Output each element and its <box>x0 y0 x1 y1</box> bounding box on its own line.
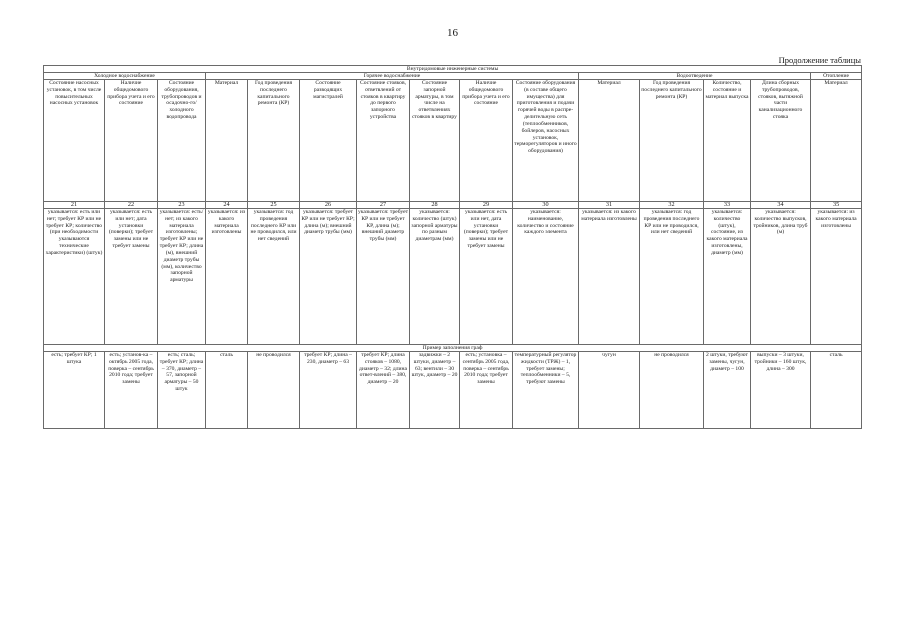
column-header: Наличие общедомового прибора учета и его состояние <box>460 80 513 202</box>
column-number: 28 <box>410 202 460 209</box>
column-description: указывается: наименование, количество и состояние каждого элемента <box>513 209 579 345</box>
column-number: 32 <box>640 202 704 209</box>
column-number: 29 <box>460 202 513 209</box>
column-header: Материал <box>811 80 862 202</box>
group-drainage: Водоотведение <box>579 73 811 80</box>
sample-value: сталь <box>811 352 862 429</box>
column-number: 31 <box>579 202 640 209</box>
sample-value: не проводился <box>640 352 704 429</box>
column-number: 21 <box>44 202 105 209</box>
column-number: 22 <box>105 202 158 209</box>
column-header: Состояние оборудования (в составе общего имущества) для приготовления и подачи горячей воды в распре-делительную сеть (теплообменников, бойлеров, насосных установок, терморегуляторов и иного оборудования) <box>513 80 579 202</box>
sample-value: требует КР; длина стояков – 1080, диаметр – 32; длина ответ-влений – 380, диаметр – 20 <box>357 352 410 429</box>
column-description: указывается: требует КР или не требует КР, длина (м); внешний диаметр трубы (мм) <box>357 209 410 345</box>
sample-value: температурный регулятор жидкости (ТРЖ) – 1, требует замены; теплообменники – 5, требуют замены <box>513 352 579 429</box>
column-header: Наличие общедомового прибора учета и его состояние <box>105 80 158 202</box>
column-number: 30 <box>513 202 579 209</box>
sample-value: есть; сталь; требует КР; длина – 370, диаметр – 57, запорной арматуры – 50 штук <box>158 352 206 429</box>
continuation-label: Продолжение таблицы <box>778 55 861 65</box>
column-header: Год проведения последнего капитального ремонта (КР) <box>248 80 300 202</box>
column-number: 27 <box>357 202 410 209</box>
column-description: указывается: есть или нет; требует КР или не требует КР; количество (при необходимости указываются технические характеристики) (штук) <box>44 209 105 345</box>
sample-value: есть; установ-ка – октябрь 2005 года, поверка – сентябрь 2010 года; требует замены <box>105 352 158 429</box>
engineering-systems-table <box>43 65 862 429</box>
column-description: указывается: есть или нет, дата установки (поверки); требует замены или не требует замены <box>460 209 513 345</box>
column-description: указывается: есть или нет; дата установки (поверки); требует замены или не требует замены <box>105 209 158 345</box>
page-number: 16 <box>447 27 458 39</box>
sample-value: выпуски – 3 штуки, тройники – 160 штук, длина – 300 <box>751 352 811 429</box>
sample-value: 2 штуки, требуют замены, чугун, диаметр – 100 <box>704 352 751 429</box>
sample-value: задвижки – 2 штуки, диаметр – 63; вентили – 30 штук, диаметр – 20 <box>410 352 460 429</box>
column-number: 24 <box>206 202 248 209</box>
column-header: Материал <box>579 80 640 202</box>
sample-value: не проводился <box>248 352 300 429</box>
column-number: 23 <box>158 202 206 209</box>
column-description: указывается: из какого материала изготовлены <box>579 209 640 345</box>
column-header: Материал <box>206 80 248 202</box>
column-description: указывается: требует КР или не требует КР; длина (м); внешний диаметр трубы (мм) <box>300 209 357 345</box>
column-description: указывается: из какого материала изготовлены <box>811 209 862 345</box>
column-header: Год проведения последнего капитального ремонта (КР) <box>640 80 704 202</box>
sample-section-title: Пример заполнения граф <box>44 345 862 352</box>
group-hot-water: Горячее водоснабжение <box>206 73 579 80</box>
column-number: 34 <box>751 202 811 209</box>
table-top-header: Внутридомовые инженерные системы <box>44 66 862 73</box>
column-description: указывается: количество выпусков, тройников, длина труб (м) <box>751 209 811 345</box>
column-number: 35 <box>811 202 862 209</box>
column-description: указывается: из какого материала изготовлены <box>206 209 248 345</box>
sample-value: есть; требует КР; 1 штука <box>44 352 105 429</box>
column-number: 26 <box>300 202 357 209</box>
group-heating: Отопление <box>811 73 862 80</box>
group-cold-water: Холодное водоснабжение <box>44 73 206 80</box>
column-number: 33 <box>704 202 751 209</box>
column-header: Количество, состояние и материал выпуска <box>704 80 751 202</box>
column-header: Состояние разводящих магистралей <box>300 80 357 202</box>
sample-value: сталь <box>206 352 248 429</box>
column-header: Состояние запорной арматуры, в том числе на ответвлениях стояков в квартиру <box>410 80 460 202</box>
column-description: указывается: год проведения последнего КР или не проводился, или нет сведений <box>640 209 704 345</box>
sample-value: чугун <box>579 352 640 429</box>
sample-value: есть; установка – сентябрь 2005 года, поверка – сентябрь 2010 года; требует замены <box>460 352 513 429</box>
column-header: Состояние насосных установок, в том числе повысительных насосных установок <box>44 80 105 202</box>
column-description: указывается: количество (штук), состояние, из какого материала изготовлены, диаметр (мм) <box>704 209 751 345</box>
column-header: Длина сборных трубопроводов, стояков, вытяжной части канализационного стояка <box>751 80 811 202</box>
column-number: 25 <box>248 202 300 209</box>
column-header: Состояние оборудования, трубопроводов и осадочно-го/холодного водопровода <box>158 80 206 202</box>
sample-value: требует КР; длина – 230, диаметр – 63 <box>300 352 357 429</box>
column-header: Состояние стояков, ответвлений от стояков в квартиру до первого запорного устройства <box>357 80 410 202</box>
column-description: указывается: есть/нет; из какого материала изготовлены; требует КР или не требует КР; длина (м), внешний диаметр трубы (мм), количество запорной арматуры <box>158 209 206 345</box>
column-description: указывается: количество (штук) запорной арматуры по разным диаметрам (мм) <box>410 209 460 345</box>
column-description: указывается: год проведения последнего КР или не проводился, или нет сведений <box>248 209 300 345</box>
